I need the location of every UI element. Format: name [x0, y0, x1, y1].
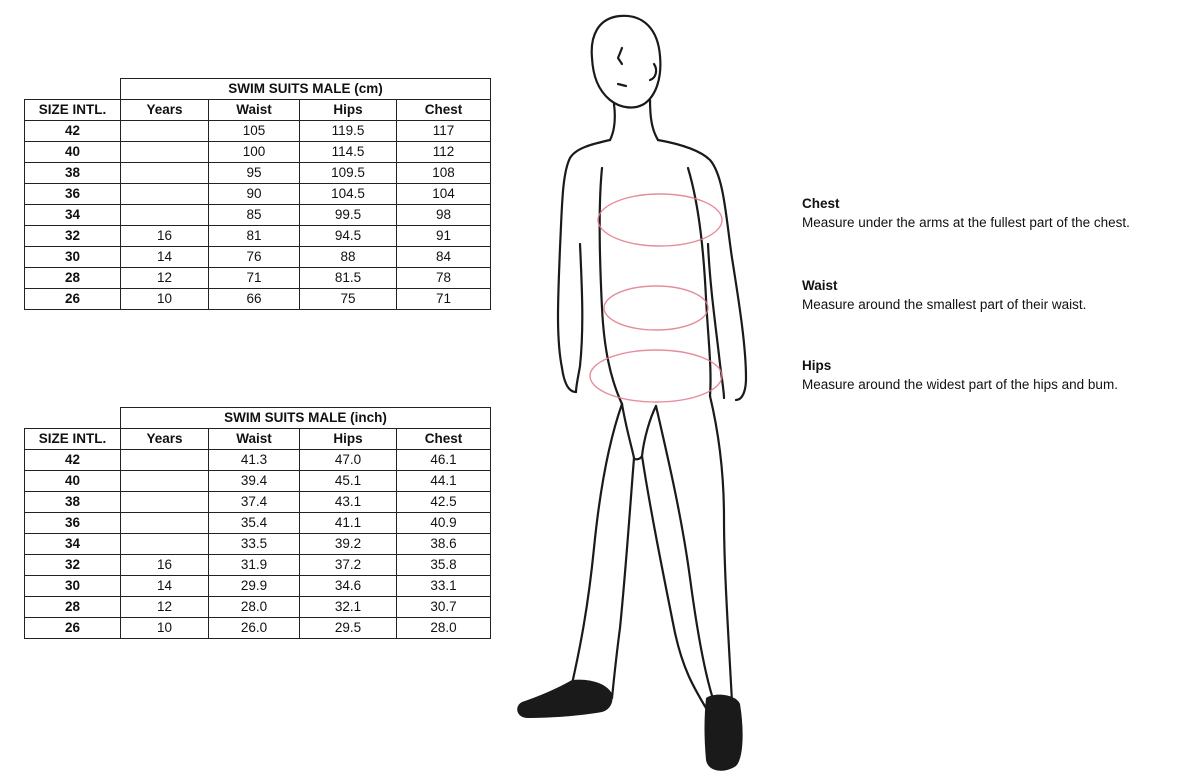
cell-chest: 117 — [397, 121, 491, 142]
cell-size: 32 — [25, 226, 121, 247]
cell-hips: 39.2 — [300, 534, 397, 555]
cell-size: 28 — [25, 268, 121, 289]
cell-size: 36 — [25, 513, 121, 534]
cell-waist: 41.3 — [209, 450, 300, 471]
cell-chest: 78 — [397, 268, 491, 289]
cell-waist: 100 — [209, 142, 300, 163]
table-row — [25, 268, 491, 289]
header-years: Years — [121, 100, 209, 121]
cell-size: 26 — [25, 289, 121, 310]
cell-size: 42 — [25, 121, 121, 142]
cell-years — [121, 121, 209, 142]
table-title-row — [25, 79, 491, 100]
table-row — [25, 618, 491, 639]
cell-size: 28 — [25, 597, 121, 618]
table-title: SWIM SUITS MALE (cm) — [121, 79, 491, 100]
cell-hips: 45.1 — [300, 471, 397, 492]
cell-years — [121, 471, 209, 492]
cell-chest: 91 — [397, 226, 491, 247]
table-row — [25, 205, 491, 226]
cell-waist: 76 — [209, 247, 300, 268]
cell-chest: 44.1 — [397, 471, 491, 492]
cell-hips: 34.6 — [300, 576, 397, 597]
cell-size: 38 — [25, 163, 121, 184]
table-header-row — [25, 100, 491, 121]
cell-chest: 46.1 — [397, 450, 491, 471]
note-hips-heading: Hips — [802, 358, 832, 373]
cell-waist: 37.4 — [209, 492, 300, 513]
cell-years: 14 — [121, 576, 209, 597]
cell-chest: 84 — [397, 247, 491, 268]
cell-years: 14 — [121, 247, 209, 268]
cell-waist: 35.4 — [209, 513, 300, 534]
header-hips: Hips — [300, 100, 397, 121]
cell-size: 40 — [25, 142, 121, 163]
table-row — [25, 450, 491, 471]
table-row — [25, 534, 491, 555]
cell-chest: 42.5 — [397, 492, 491, 513]
cell-hips: 119.5 — [300, 121, 397, 142]
note-waist — [802, 276, 1086, 314]
table-title-row — [25, 408, 491, 429]
cell-hips: 29.5 — [300, 618, 397, 639]
table-title: SWIM SUITS MALE (inch) — [121, 408, 491, 429]
cell-hips: 109.5 — [300, 163, 397, 184]
cell-waist: 39.4 — [209, 471, 300, 492]
cell-hips: 114.5 — [300, 142, 397, 163]
table-row — [25, 471, 491, 492]
cell-waist: 31.9 — [209, 555, 300, 576]
header-size: SIZE INTL. — [25, 100, 121, 121]
cell-hips: 81.5 — [300, 268, 397, 289]
cell-hips: 32.1 — [300, 597, 397, 618]
size-table-cm — [24, 78, 491, 310]
table-row — [25, 555, 491, 576]
cell-waist: 81 — [209, 226, 300, 247]
table-row — [25, 163, 491, 184]
cell-size: 26 — [25, 618, 121, 639]
cell-hips: 99.5 — [300, 205, 397, 226]
table-row — [25, 492, 491, 513]
cell-years: 16 — [121, 555, 209, 576]
cell-hips: 37.2 — [300, 555, 397, 576]
header-waist: Waist — [209, 100, 300, 121]
blank-cell — [25, 408, 121, 429]
cell-waist: 105 — [209, 121, 300, 142]
cell-hips: 88 — [300, 247, 397, 268]
cell-hips: 41.1 — [300, 513, 397, 534]
cell-years — [121, 513, 209, 534]
table-row — [25, 226, 491, 247]
cell-waist: 90 — [209, 184, 300, 205]
cell-years: 12 — [121, 597, 209, 618]
cell-years: 16 — [121, 226, 209, 247]
note-waist-heading: Waist — [802, 278, 838, 293]
cell-waist: 29.9 — [209, 576, 300, 597]
note-chest — [802, 194, 1130, 232]
table-row — [25, 121, 491, 142]
cell-hips: 75 — [300, 289, 397, 310]
cell-chest: 28.0 — [397, 618, 491, 639]
cell-chest: 35.8 — [397, 555, 491, 576]
cell-years: 12 — [121, 268, 209, 289]
cell-size: 40 — [25, 471, 121, 492]
note-chest-heading: Chest — [802, 196, 840, 211]
header-chest: Chest — [397, 100, 491, 121]
header-years: Years — [121, 429, 209, 450]
note-waist-text: Measure around the smallest part of their waist. — [802, 297, 1087, 312]
header-chest: Chest — [397, 429, 491, 450]
cell-years: 10 — [121, 618, 209, 639]
cell-waist: 66 — [209, 289, 300, 310]
cell-years — [121, 492, 209, 513]
header-hips: Hips — [300, 429, 397, 450]
cell-size: 32 — [25, 555, 121, 576]
cell-size: 34 — [25, 205, 121, 226]
cell-waist: 26.0 — [209, 618, 300, 639]
table-row — [25, 184, 491, 205]
cell-size: 36 — [25, 184, 121, 205]
header-waist: Waist — [209, 429, 300, 450]
cell-years: 10 — [121, 289, 209, 310]
cell-chest: 104 — [397, 184, 491, 205]
table-body — [25, 121, 491, 310]
body-outline-icon — [510, 8, 760, 778]
cell-size: 30 — [25, 576, 121, 597]
cell-years — [121, 142, 209, 163]
cell-waist: 28.0 — [209, 597, 300, 618]
cell-years — [121, 205, 209, 226]
table-row — [25, 142, 491, 163]
cell-years — [121, 450, 209, 471]
cell-size: 34 — [25, 534, 121, 555]
cell-size: 38 — [25, 492, 121, 513]
header-size: SIZE INTL. — [25, 429, 121, 450]
cell-waist: 33.5 — [209, 534, 300, 555]
table-header-row — [25, 429, 491, 450]
table-row — [25, 576, 491, 597]
table-row — [25, 513, 491, 534]
cell-chest: 108 — [397, 163, 491, 184]
size-table-inch — [24, 407, 491, 639]
cell-chest: 71 — [397, 289, 491, 310]
cell-hips: 43.1 — [300, 492, 397, 513]
cell-years — [121, 534, 209, 555]
blank-cell — [25, 79, 121, 100]
table-row — [25, 247, 491, 268]
table-row — [25, 289, 491, 310]
note-hips-text: Measure around the widest part of the hips and bum. — [802, 377, 1118, 392]
cell-years — [121, 184, 209, 205]
cell-waist: 85 — [209, 205, 300, 226]
cell-waist: 95 — [209, 163, 300, 184]
cell-size: 42 — [25, 450, 121, 471]
cell-waist: 71 — [209, 268, 300, 289]
cell-chest: 38.6 — [397, 534, 491, 555]
note-chest-text: Measure under the arms at the fullest part of the chest. — [802, 215, 1130, 230]
cell-chest: 40.9 — [397, 513, 491, 534]
cell-size: 30 — [25, 247, 121, 268]
note-hips — [802, 356, 1118, 394]
cell-hips: 104.5 — [300, 184, 397, 205]
cell-chest: 98 — [397, 205, 491, 226]
cell-chest: 112 — [397, 142, 491, 163]
cell-chest: 30.7 — [397, 597, 491, 618]
table-body — [25, 450, 491, 639]
cell-years — [121, 163, 209, 184]
cell-hips: 47.0 — [300, 450, 397, 471]
cell-hips: 94.5 — [300, 226, 397, 247]
cell-chest: 33.1 — [397, 576, 491, 597]
table-row — [25, 597, 491, 618]
